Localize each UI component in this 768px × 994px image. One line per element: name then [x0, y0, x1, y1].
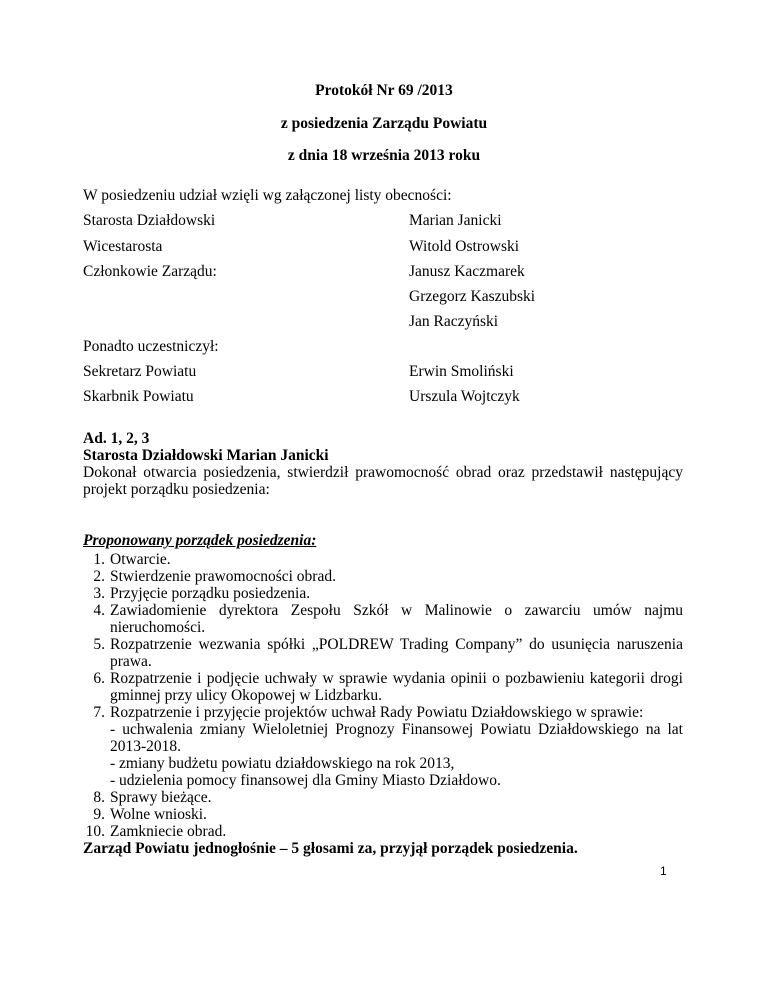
- section-heading: Ad. 1, 2, 3: [83, 430, 150, 447]
- agenda-item-text: Otwarcie.: [110, 551, 171, 568]
- agenda-item-number: 1.: [93, 551, 105, 568]
- agenda-item: [83, 636, 683, 670]
- agenda-heading: [83, 532, 316, 550]
- page-number: 1: [660, 864, 667, 878]
- agenda-item: [83, 823, 683, 840]
- agenda-item: [83, 789, 683, 806]
- agenda-item: [83, 602, 683, 636]
- guest-role: Sekretarz Powiatu: [83, 363, 197, 380]
- guest-name: Urszula Wojtczyk: [409, 388, 520, 405]
- document-subtitle: z posiedzenia Zarządu Powiatu: [280, 115, 488, 132]
- agenda-item: [83, 704, 683, 789]
- member-role: Starosta Działdowski: [83, 212, 216, 229]
- agenda-item-number: 6.: [93, 670, 105, 687]
- member-name: Marian Janicki: [409, 212, 502, 229]
- agenda-item-number: 3.: [93, 585, 105, 602]
- agenda-item: [83, 551, 683, 568]
- also-present-label: Ponadto uczestniczył:: [83, 338, 219, 355]
- agenda-item-text: Wolne wnioski.: [110, 806, 207, 823]
- agenda-item-number: 10.: [85, 823, 105, 840]
- agenda-item-text: Zamkniecie obrad.: [110, 823, 227, 840]
- guest-role: Skarbnik Powiatu: [83, 388, 194, 405]
- agenda-item-number: 9.: [93, 806, 105, 823]
- member-role: Członkowie Zarządu:: [83, 263, 217, 280]
- agenda-item-text: Rozpatrzenie i przyjęcie projektów uchwał Rady Powiatu Działdowskiego w sprawie:: [110, 704, 644, 721]
- member-name: Jan Raczyński: [409, 313, 499, 330]
- agenda-heading-text: Proponowany porządek posiedzenia:: [83, 532, 317, 549]
- agenda-item-number: 7.: [93, 704, 105, 721]
- agenda-item-text: Rozpatrzenie i podjęcie uchwały w sprawie wydania opinii o pozbawieniu kategorii drogi gminnej przy ulicy Okopowej w Lidzbarku.: [110, 670, 683, 704]
- agenda-item: [83, 670, 683, 704]
- document-date: z dnia 18 września 2013 roku: [287, 147, 481, 164]
- agenda-item-number: 2.: [93, 568, 105, 585]
- agenda-subitem: - zmiany budżetu powiatu działdowskiego na rok 2013,: [110, 755, 455, 772]
- agenda-item-text: Sprawy bieżące.: [110, 789, 212, 806]
- member-name: Janusz Kaczmarek: [409, 263, 525, 280]
- agenda-item: [83, 806, 683, 823]
- section-text: Dokonał otwarcia posiedzenia, stwierdził prawomocność obrad oraz przedstawił następujący projekt porządku posiedzenia:: [83, 464, 683, 498]
- agenda-item-text: Przyjęcie porządku posiedzenia.: [110, 585, 311, 602]
- resolution-statement: Zarząd Powiatu jednogłośnie – 5 głosami za, przyjął porządek posiedzenia.: [83, 840, 578, 857]
- member-name: Grzegorz Kaszubski: [409, 288, 536, 305]
- section-1: [83, 430, 683, 498]
- agenda-item-number: 4.: [93, 602, 105, 619]
- attendance-intro: W posiedzeniu udział wzięli wg załączonej listy obecności:: [83, 187, 452, 204]
- agenda-item-number: 8.: [93, 789, 105, 806]
- agenda-subitem: - udzielenia pomocy finansowej dla Gminy Miasto Działdowo.: [110, 772, 501, 789]
- document-title: Protokół Nr 69 /2013: [315, 82, 453, 99]
- agenda-item-number: 5.: [93, 636, 105, 653]
- agenda-item: [83, 568, 683, 585]
- member-role: Wicestarosta: [83, 238, 163, 255]
- agenda-item-text: Zawiadomienie dyrektora Zespołu Szkół w Malinowie o zawarciu umów najmu nieruchomości.: [110, 602, 683, 636]
- agenda-item-text: Stwierdzenie prawomocności obrad.: [110, 568, 336, 585]
- agenda-item: [83, 585, 683, 602]
- agenda-item-text: Rozpatrzenie wezwania spółki „POLDREW Trading Company” do usunięcia naruszenia prawa.: [110, 636, 683, 670]
- member-name: Witold Ostrowski: [409, 238, 520, 255]
- section-speaker: Starosta Działdowski Marian Janicki: [83, 447, 329, 464]
- guest-name: Erwin Smoliński: [409, 363, 514, 380]
- agenda-subitem: - uchwalenia zmiany Wieloletniej Prognozy Finansowej Powiatu Działdowskiego na lat 2013-2018.: [110, 721, 683, 755]
- agenda-list: [83, 551, 683, 840]
